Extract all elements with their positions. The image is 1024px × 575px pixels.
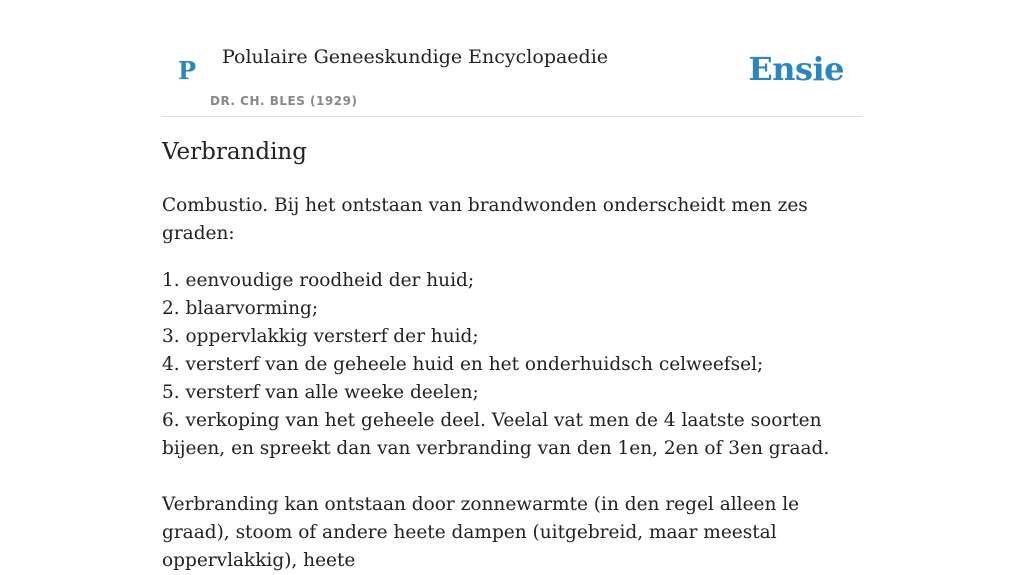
article-paragraph: Verbranding kan ontstaan door zonnewarmte (in den regel alleen le graad), stoom of andere heete dampen (uitgebreid, maar meestal oppervlakkig), heete xyxy=(162,494,800,571)
article-content xyxy=(162,192,862,575)
book-logo-icon[interactable]: P xyxy=(178,56,197,85)
list-item: 2. blaarvorming; xyxy=(162,298,319,319)
degree-list xyxy=(162,267,862,463)
brand-logo[interactable]: Ensie xyxy=(748,50,844,88)
list-item: 1. eenvoudige roodheid der huid; xyxy=(162,270,475,291)
header xyxy=(162,0,862,117)
book-title[interactable]: Polulaire Geneeskundige Encyclopaedie xyxy=(222,46,609,68)
article-title: Verbranding xyxy=(162,139,307,165)
list-item: 4. versterf van de geheele huid en het onderhuidsch celweefsel; xyxy=(162,354,764,375)
page xyxy=(162,0,862,571)
list-item: 5. versterf van alle weeke deelen; xyxy=(162,382,479,403)
article-intro: Combustio. Bij het ontstaan van brandwonden onderscheidt men zes graden: xyxy=(162,195,808,244)
book-author: DR. CH. BLES (1929) xyxy=(210,94,358,108)
list-item: 6. verkoping van het geheele deel. Veelal vat men de 4 laatste soorten bijeen, en spreekt dan van verbranding van den 1en, 2en of 3en graad. xyxy=(162,410,830,459)
list-item: 3. oppervlakkig versterf der huid; xyxy=(162,326,479,347)
